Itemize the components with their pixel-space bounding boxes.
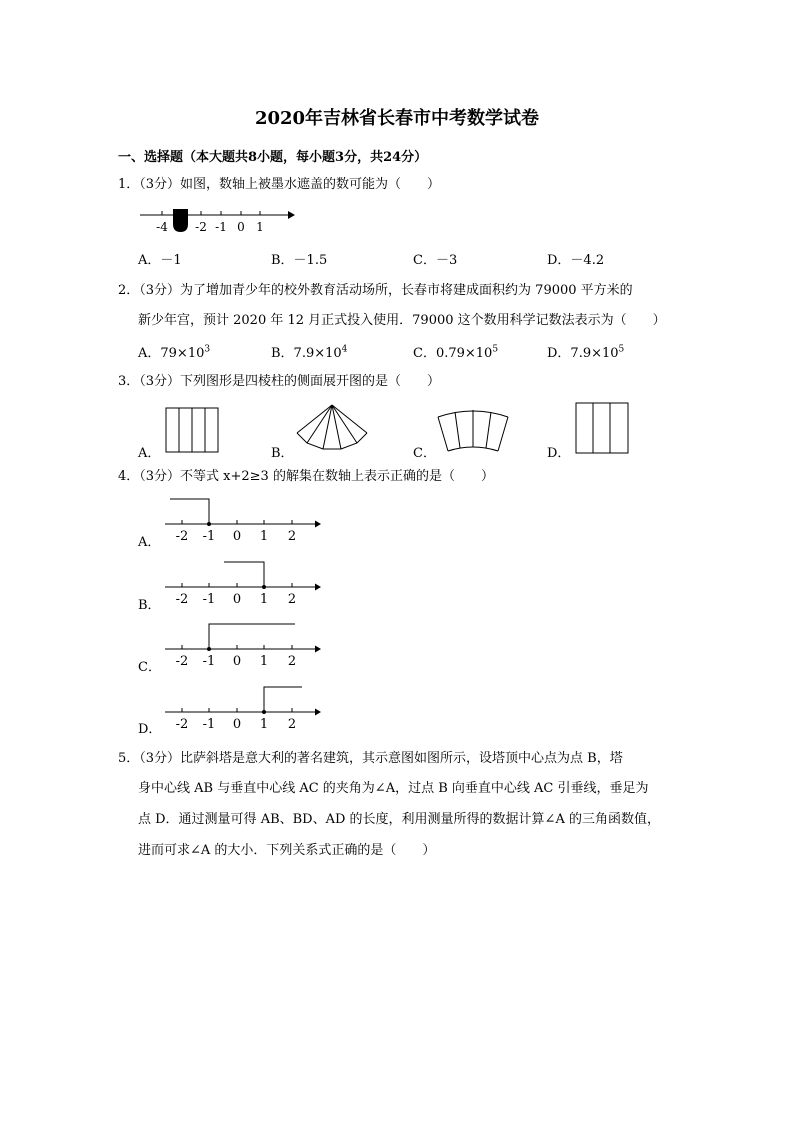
q1-option-a[interactable]: A．－1 bbox=[138, 253, 182, 268]
q3-figure-d bbox=[573, 400, 633, 456]
tick-label: 0 bbox=[232, 592, 242, 607]
tick-label: 2 bbox=[287, 529, 297, 544]
ink-blot-icon bbox=[173, 209, 188, 232]
q4-option-d[interactable]: D． bbox=[138, 722, 162, 737]
q3-figure-c bbox=[436, 405, 511, 455]
question-5-line-4: 进而可求∠A 的大小．下列关系式正确的是（ ） bbox=[138, 843, 436, 858]
tick-label: 2 bbox=[287, 592, 297, 607]
q2-option-d-label: D．7.9×10 bbox=[547, 346, 619, 361]
section-heading: 一、选择题（本大题共8小题，每小题3分，共24分） bbox=[118, 150, 428, 165]
q3-figure-a bbox=[163, 405, 223, 455]
tick-label: 1 bbox=[259, 592, 269, 607]
q3-option-d[interactable]: D． bbox=[547, 446, 571, 461]
q2-option-b-exponent: 4 bbox=[341, 344, 348, 355]
tick-label: -4 bbox=[156, 220, 168, 234]
tick-label: 0 bbox=[232, 654, 242, 669]
question-5-line-2: 身中心线 AB 与垂直中心线 AC 的夹角为∠A，过点 B 向垂直中心线 AC 引垂线，垂足为 bbox=[138, 781, 649, 796]
q4-number-line-d bbox=[160, 683, 330, 733]
tick-label: 1 bbox=[259, 529, 269, 544]
tick-label: -2 bbox=[175, 717, 189, 732]
q2-option-a[interactable] bbox=[138, 342, 210, 361]
tick-label: 2 bbox=[287, 654, 297, 669]
tick-label: 0 bbox=[232, 717, 242, 732]
q3-option-c[interactable]: C． bbox=[413, 446, 436, 461]
q3-option-b[interactable]: B． bbox=[271, 446, 294, 461]
q4-option-b[interactable]: B． bbox=[138, 598, 161, 613]
question-5-line-3: 点 D．通过测量可得 AB、BD、AD 的长度，利用测量所得的数据计算∠A 的三角函数值， bbox=[138, 812, 660, 827]
q2-option-c[interactable] bbox=[413, 342, 498, 361]
tick-label: 0 bbox=[232, 529, 242, 544]
tick-label: -1 bbox=[215, 220, 227, 234]
tick-label: -1 bbox=[202, 529, 216, 544]
page-title: 2020年吉林省长春市中考数学试卷 bbox=[254, 108, 540, 129]
q4-option-c[interactable]: C． bbox=[138, 660, 161, 675]
question-1-number-line bbox=[138, 204, 298, 234]
question-2-line-1: 2．（3分）为了增加青少年的校外教育活动场所，长春市将建成面积约为 79000 平方米的 bbox=[118, 283, 633, 298]
q2-option-a-exponent: 3 bbox=[204, 344, 211, 355]
q2-option-c-label: C．0.79×10 bbox=[413, 346, 493, 361]
q2-option-b-label: B．7.9×10 bbox=[271, 346, 342, 361]
q3-figure-b bbox=[295, 403, 370, 453]
question-2-line-2: 新少年宫，预计 2020 年 12 月正式投入使用．79000 这个数用科学记数法表示为（ ） bbox=[138, 313, 666, 328]
q2-option-d-exponent: 5 bbox=[618, 344, 625, 355]
tick-label: 1 bbox=[259, 654, 269, 669]
tick-label: -2 bbox=[195, 220, 207, 234]
q1-option-d[interactable]: D．－4.2 bbox=[547, 253, 605, 268]
tick-label: -1 bbox=[202, 717, 216, 732]
q4-number-line-a bbox=[160, 495, 330, 545]
q4-option-a[interactable]: A． bbox=[138, 535, 161, 550]
q3-option-a[interactable]: A． bbox=[138, 446, 161, 461]
q2-option-b[interactable] bbox=[271, 342, 347, 361]
q4-number-line-c bbox=[160, 620, 330, 670]
q2-option-a-label: A．79×10 bbox=[138, 346, 205, 361]
tick-label: -1 bbox=[202, 592, 216, 607]
tick-label: -2 bbox=[175, 654, 189, 669]
tick-label: -2 bbox=[175, 592, 189, 607]
question-4-text: 4．（3分）不等式 x+2≥3 的解集在数轴上表示正确的是（ ） bbox=[118, 469, 494, 484]
q1-option-b[interactable]: B．－1.5 bbox=[271, 253, 328, 268]
q4-number-line-b bbox=[160, 558, 330, 608]
q2-option-c-exponent: 5 bbox=[492, 344, 499, 355]
tick-label: -2 bbox=[175, 529, 189, 544]
tick-label: 0 bbox=[237, 220, 245, 234]
question-3-text: 3．（3分）下列图形是四棱柱的侧面展开图的是（ ） bbox=[118, 374, 441, 389]
tick-label: -1 bbox=[202, 654, 216, 669]
question-1-text: 1．（3分）如图，数轴上被墨水遮盖的数可能为（ ） bbox=[118, 177, 441, 192]
question-5-line-1: 5．（3分）比萨斜塔是意大利的著名建筑，其示意图如图所示，设塔顶中心点为点 B，塔 bbox=[118, 751, 623, 766]
tick-label: 2 bbox=[287, 717, 297, 732]
q1-option-c[interactable]: C．－3 bbox=[413, 253, 458, 268]
tick-label: 1 bbox=[256, 220, 264, 234]
q2-option-d[interactable] bbox=[547, 342, 624, 361]
tick-label: 1 bbox=[259, 717, 269, 732]
